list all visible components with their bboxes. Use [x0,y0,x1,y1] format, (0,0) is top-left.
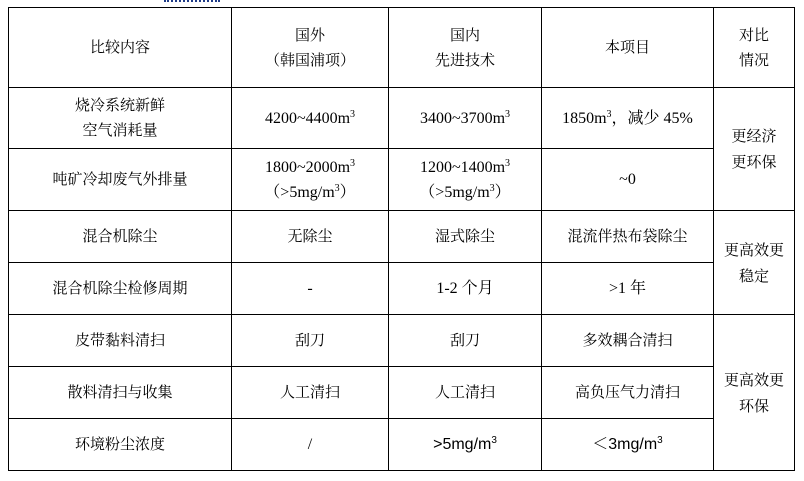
unit-superscript: 3 [350,108,356,120]
row-foreign-value [232,149,389,211]
unit-superscript: 3 [491,435,497,446]
row-domestic-value [389,315,542,367]
row-foreign-value [232,367,389,419]
value-text: 4200~4400m [264,109,351,127]
header-domestic-line2: 先进技术 [434,50,495,69]
value-text: 1800~2000m [264,158,351,176]
row-item [9,263,232,315]
row-domestic-value [389,263,542,315]
header-foreign-line1: 国外 [294,25,325,44]
value-text: 3400~3700m [419,109,506,127]
remark-line2: 稳定 [738,266,769,285]
remark-cell [714,211,795,315]
row-domestic-value [389,367,542,419]
table-row [9,211,795,263]
header-project-label: 本项目 [604,38,650,56]
row-project-value [542,419,714,471]
header-compare-line1: 对比 [738,25,769,44]
value-text: 刮刀 [449,331,480,349]
row-foreign-value [232,419,389,471]
header-domestic-line1: 国内 [449,25,480,44]
remark-line1: 更经济 [731,127,777,145]
remark-cell [714,88,795,211]
row-project-value [542,263,714,315]
value-text: 无除尘 [287,227,333,245]
row-project-value [542,149,714,211]
limit-text: （>5mg/m [419,183,490,201]
row-item [9,211,232,263]
value-text: ＜3mg/m [592,436,658,453]
value-text: 1-2 个月 [436,280,494,297]
unit-superscript: 3 [606,108,612,120]
row-project-value [542,88,714,149]
value-text: >1 年 [608,280,647,297]
row-foreign-value [232,315,389,367]
value-text: 刮刀 [294,331,325,349]
table-row [9,367,795,419]
value-text: ~0 [619,171,636,188]
header-compare [714,8,795,88]
remark-cell [714,315,795,471]
row-domestic-value [389,88,542,149]
table-row [9,419,795,471]
remark-line2: 更环保 [731,153,777,171]
header-project [542,8,714,88]
row-item-line1: 烧冷系统新鲜 [74,96,165,114]
header-item-label: 比较内容 [89,38,150,56]
row-foreign-value [232,88,389,149]
limit-end: ） [494,183,511,201]
header-compare-line2: 情况 [738,50,769,69]
limit-text: （>5mg/m [264,183,335,201]
row-item [9,315,232,367]
header-item [9,8,232,88]
remark-line2: 环保 [738,396,769,415]
remark-line1: 更高效更 [723,240,784,259]
row-item [9,149,232,211]
row-foreign-value [232,211,389,263]
value-text: / [307,436,313,453]
value-line2 [236,180,384,205]
value-text: 人工清扫 [279,383,340,401]
row-foreign-value [232,263,389,315]
row-item-label: 混合机除尘 [82,227,158,245]
row-project-value [542,315,714,367]
unit-superscript: 3 [657,435,663,446]
remark-line1: 更高效更 [723,370,784,389]
row-item-label: 环境粉尘浓度 [74,435,165,453]
header-foreign-line2: （韩国浦项） [264,50,355,69]
value-text: >5mg/m [433,436,492,453]
value-suffix: ，减少 45% [611,109,693,127]
unit-superscript: 3 [334,182,340,194]
row-domestic-value [389,149,542,211]
row-item [9,88,232,149]
unit-superscript: 3 [505,157,511,169]
table-row [9,149,795,211]
value-text: 湿式除尘 [434,227,495,245]
value-line2 [393,180,537,205]
table-row [9,263,795,315]
row-item [9,419,232,471]
value-text: 1850m [562,109,607,127]
limit-end: ） [339,183,356,201]
row-item-label: 吨矿冷却废气外排量 [52,170,188,188]
table-row [9,88,795,149]
header-domestic [389,8,542,88]
row-domestic-value [389,211,542,263]
value-text: 多效耦合清扫 [582,331,673,349]
value-line1 [236,155,384,180]
unit-superscript: 3 [489,182,495,194]
value-text: 混流伴热布袋除尘 [567,227,688,245]
row-item-label: 皮带黏料清扫 [74,331,165,349]
row-domestic-value [389,419,542,471]
value-text: 1200~1400m [419,158,506,176]
page-corner-mark [164,0,220,2]
row-item-line2: 空气消耗量 [82,121,158,139]
comparison-table [8,7,795,471]
row-item [9,367,232,419]
table-header-row [9,8,795,88]
row-item-label: 混合机除尘检修周期 [52,279,188,297]
value-line1 [393,155,537,180]
unit-superscript: 3 [350,157,356,169]
row-item-label: 散料清扫与收集 [67,383,173,401]
value-text: 高负压气力清扫 [574,383,680,401]
unit-superscript: 3 [505,108,511,120]
value-text: - [307,280,313,297]
table-row [9,315,795,367]
value-text: 人工清扫 [434,383,495,401]
row-project-value [542,211,714,263]
row-project-value [542,367,714,419]
header-foreign [232,8,389,88]
